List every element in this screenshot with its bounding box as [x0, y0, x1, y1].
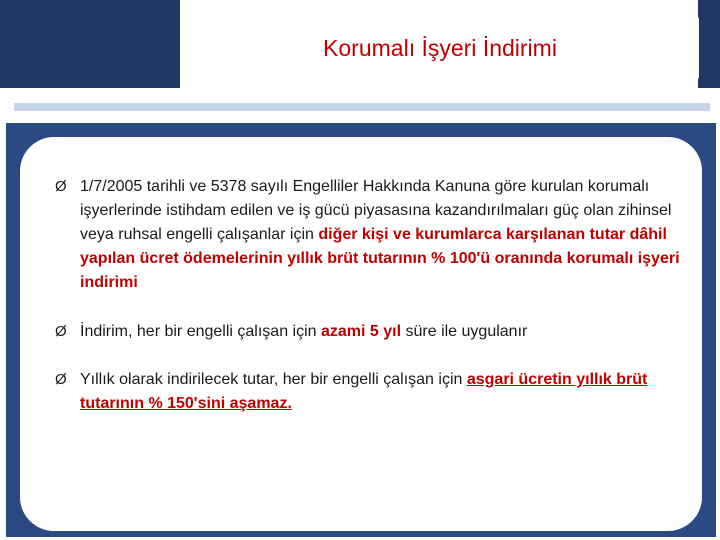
arrow-bullet-icon: Ø	[55, 371, 67, 388]
header-left-band	[0, 0, 180, 88]
bullet-text-2	[80, 320, 690, 344]
arrow-bullet-icon: Ø	[55, 323, 67, 340]
slide-title: Korumalı İşyeri İndirimi	[323, 34, 557, 61]
header-divider	[14, 103, 710, 111]
bullet-item-3	[55, 368, 690, 416]
bullet-text-after: süre ile uygulanır	[401, 323, 528, 340]
bullet-highlight: diğer kişi ve kurumlarca karşılanan tutar dâhil yapılan ücret ödemelerinin yıllık brüt tutarının % 100'ü oranında korumalı işyeri indirimi	[80, 226, 680, 291]
header-right-band	[698, 0, 720, 88]
bullet-highlight: azami 5 yıl	[321, 323, 402, 340]
bullet-text-3	[80, 368, 690, 416]
bullet-item-1	[55, 175, 690, 295]
bullet-text-1	[80, 175, 690, 295]
bullet-item-2	[55, 320, 690, 344]
bullet-text-plain: 1/7/2005 tarihli ve 5378 sayılı Engelliler Hakkında Kanuna göre kurulan korumalı işyerlerinde istihdam edilen ve iş gücü piyasasına kazandırılmaları güç olan zihinsel veya ruhsal engelli çalışanlar için	[80, 178, 672, 243]
arrow-bullet-icon: Ø	[55, 178, 67, 195]
title-box	[181, 14, 699, 82]
bullet-highlight: asgari ücretin yıllık brüt tutarının % 150'sini aşamaz.	[80, 371, 648, 412]
bullet-text-plain: Yıllık olarak indirilecek tutar, her bir engelli çalışan için	[80, 371, 467, 388]
bullet-text-plain: İndirim, her bir engelli çalışan için	[80, 323, 321, 340]
